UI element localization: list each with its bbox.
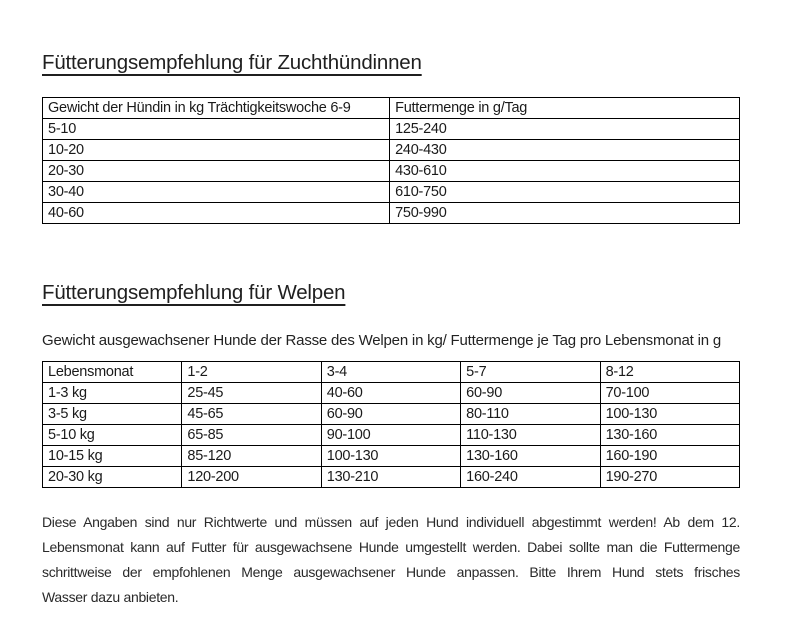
table-header-cell: 3-4 bbox=[321, 362, 460, 383]
table-row bbox=[43, 203, 740, 224]
table-header-row bbox=[43, 98, 740, 119]
table-row bbox=[43, 119, 740, 140]
table-cell: 160-240 bbox=[461, 467, 600, 488]
table-cell: 20-30 kg bbox=[43, 467, 182, 488]
table-cell: 60-90 bbox=[461, 383, 600, 404]
table-cell: 610-750 bbox=[390, 182, 740, 203]
table-cell: 190-270 bbox=[600, 467, 739, 488]
table-cell: 85-120 bbox=[182, 446, 321, 467]
table-row bbox=[43, 425, 740, 446]
table-cell: 10-20 bbox=[43, 140, 390, 161]
document-page bbox=[42, 0, 740, 610]
table-row bbox=[43, 140, 740, 161]
table-cell: 20-30 bbox=[43, 161, 390, 182]
section-title-puppies: Fütterungsempfehlung für Welpen bbox=[42, 281, 346, 304]
table-cell: 100-130 bbox=[600, 404, 739, 425]
table-cell: 1-3 kg bbox=[43, 383, 182, 404]
table-header-cell: Gewicht der Hündin in kg Trächtigkeitswoche 6-9 bbox=[43, 98, 390, 119]
footer-line: Diese Angaben sind nur Richtwerte und müssen auf jeden Hund individuell abgestimmt werden! Ab dem 12. bbox=[42, 514, 740, 530]
table-cell: 70-100 bbox=[600, 383, 739, 404]
table-cell: 130-210 bbox=[321, 467, 460, 488]
table-cell: 45-65 bbox=[182, 404, 321, 425]
table-cell: 750-990 bbox=[390, 203, 740, 224]
table-row bbox=[43, 182, 740, 203]
table-row bbox=[43, 467, 740, 488]
table-header-cell: Lebensmonat bbox=[43, 362, 182, 383]
table-row bbox=[43, 404, 740, 425]
table-cell: 125-240 bbox=[390, 119, 740, 140]
table-row bbox=[43, 446, 740, 467]
footer-note bbox=[42, 510, 740, 610]
table-cell: 160-190 bbox=[600, 446, 739, 467]
table-cell: 80-110 bbox=[461, 404, 600, 425]
table-cell: 100-130 bbox=[321, 446, 460, 467]
table-cell: 3-5 kg bbox=[43, 404, 182, 425]
table-cell: 60-90 bbox=[321, 404, 460, 425]
table-header-cell: 1-2 bbox=[182, 362, 321, 383]
table-cell: 40-60 bbox=[321, 383, 460, 404]
table-header-cell: 5-7 bbox=[461, 362, 600, 383]
table-header-row bbox=[43, 362, 740, 383]
table-cell: 130-160 bbox=[600, 425, 739, 446]
table-cell: 65-85 bbox=[182, 425, 321, 446]
table-header-cell: 8-12 bbox=[600, 362, 739, 383]
table-cell: 130-160 bbox=[461, 446, 600, 467]
table-cell: 120-200 bbox=[182, 467, 321, 488]
table-cell: 110-130 bbox=[461, 425, 600, 446]
footer-line: Lebensmonat kann auf Futter für ausgewachsene Hunde umgestellt werden. Dabei sollte man die Futtermenge bbox=[42, 539, 740, 555]
footer-line: Wasser dazu anbieten. bbox=[42, 589, 179, 605]
section-title-breeding: Fütterungsempfehlung für Zuchthündinnen bbox=[42, 51, 422, 74]
table-cell: 10-15 kg bbox=[43, 446, 182, 467]
table-row bbox=[43, 161, 740, 182]
table-cell: 5-10 kg bbox=[43, 425, 182, 446]
table-cell: 430-610 bbox=[390, 161, 740, 182]
table-cell: 30-40 bbox=[43, 182, 390, 203]
table-row bbox=[43, 383, 740, 404]
table-cell: 240-430 bbox=[390, 140, 740, 161]
table-cell: 5-10 bbox=[43, 119, 390, 140]
table-cell: 90-100 bbox=[321, 425, 460, 446]
puppy-feeding-table bbox=[42, 361, 740, 488]
breeding-feeding-table bbox=[42, 97, 740, 224]
table-cell: 40-60 bbox=[43, 203, 390, 224]
table-cell: 25-45 bbox=[182, 383, 321, 404]
puppies-table-subtitle: Gewicht ausgewachsener Hunde der Rasse des Welpen in kg/ Futtermenge je Tag pro Lebensmonat in g bbox=[42, 332, 721, 349]
footer-line: schrittweise der empfohlenen Menge ausgewachsener Hunde anpassen. Bitte Ihrem Hund stets frisches bbox=[42, 564, 740, 580]
table-header-cell: Futtermenge in g/Tag bbox=[390, 98, 740, 119]
